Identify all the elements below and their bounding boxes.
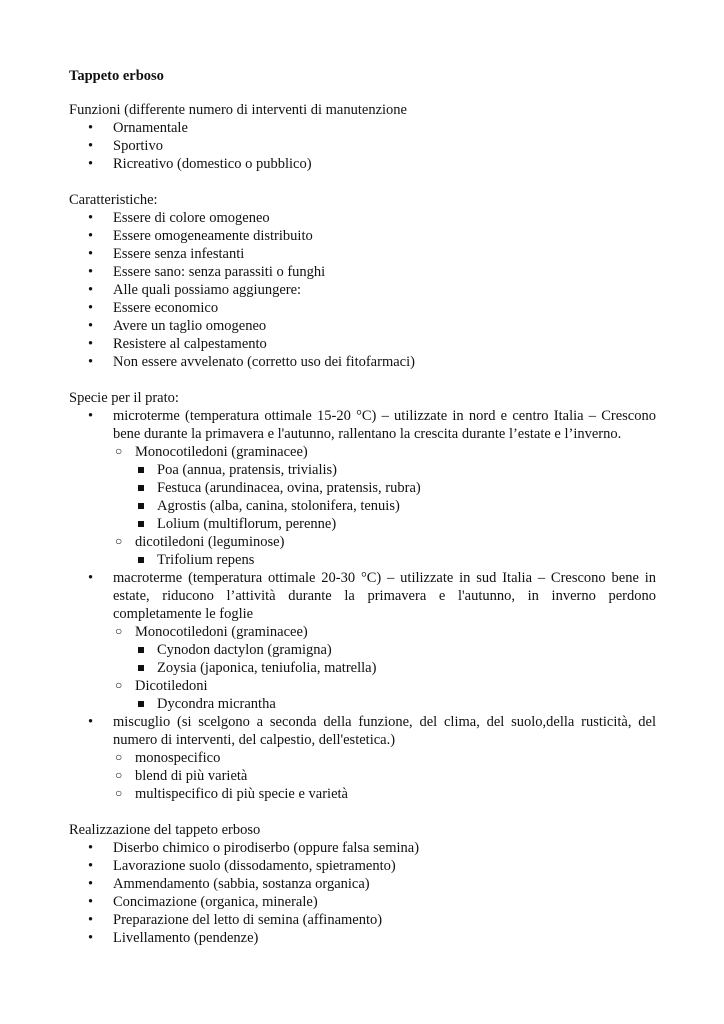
- section-heading: Specie per il prato:: [69, 390, 179, 406]
- list-item: • Concimazione (organica, minerale): [88, 894, 318, 910]
- section-realizzazione: [69, 821, 656, 947]
- square-bullet-icon: [138, 521, 144, 527]
- circle-bullet-icon: ○: [115, 534, 123, 548]
- section-heading: Funzioni (differente numero di interventi di manutenzione: [69, 102, 407, 118]
- list-item: • Preparazione del letto di semina (affinamento): [88, 912, 383, 928]
- sub-sub-list: [135, 461, 656, 533]
- document-title: Tappeto erboso: [69, 68, 164, 84]
- bullet-icon: •: [88, 138, 94, 154]
- list-item: • Ornamentale: [88, 120, 188, 136]
- square-bullet-icon: [138, 665, 144, 671]
- list-item: • Essere senza infestanti: [88, 246, 245, 262]
- bullet-list: [69, 839, 656, 947]
- sub-sub-list-item: Trifolium repens: [135, 551, 656, 569]
- sub-list: [113, 749, 656, 803]
- bullet-icon: •: [88, 156, 94, 172]
- list-item: • Ricreativo (domestico o pubblico): [88, 156, 312, 172]
- list-item-microterme: [69, 407, 656, 569]
- bullet-icon: •: [88, 228, 94, 244]
- list-item: • Livellamento (pendenze): [88, 930, 259, 946]
- square-bullet-icon: [138, 503, 144, 509]
- section-specie: [69, 389, 656, 803]
- bullet-icon: •: [88, 264, 94, 280]
- list-item: • Non essere avvelenato (corretto uso dei fitofarmaci): [88, 354, 415, 370]
- bullet-icon: •: [88, 912, 94, 928]
- list-item: • Essere economico: [88, 300, 219, 316]
- bullet-icon: •: [88, 570, 94, 586]
- list-item: • Sportivo: [88, 138, 163, 154]
- circle-bullet-icon: ○: [115, 786, 123, 800]
- bullet-icon: •: [88, 282, 94, 298]
- circle-bullet-icon: ○: [115, 768, 123, 782]
- bullet-list: [69, 209, 656, 371]
- bullet-icon: •: [88, 318, 94, 334]
- bullet-icon: •: [88, 840, 94, 856]
- circle-bullet-icon: ○: [115, 444, 123, 458]
- sub-list-item: ○ multispecifico di più specie e varietà: [115, 786, 348, 802]
- sub-sub-list-item: Dycondra micrantha: [135, 695, 656, 713]
- circle-bullet-icon: ○: [115, 750, 123, 764]
- sub-list-item: ○ monospecifico: [115, 750, 221, 766]
- circle-bullet-icon: ○: [115, 624, 123, 638]
- bullet-icon: •: [88, 930, 94, 946]
- list-item: • Essere omogeneamente distribuito: [88, 228, 313, 244]
- list-item-macroterme: [69, 569, 656, 713]
- bullet-icon: •: [88, 120, 94, 136]
- sub-sub-list-item: Lolium (multiflorum, perenne): [135, 515, 656, 533]
- sub-list-item: ○ dicotiledoni (leguminose) Trifolium repens: [113, 533, 656, 569]
- list-item: • Alle quali possiamo aggiungere:: [88, 282, 302, 298]
- bullet-icon: •: [88, 876, 94, 892]
- section-heading: Realizzazione del tappeto erboso: [69, 822, 261, 838]
- list-item-text: microterme (temperatura ottimale 15-20 °C) – utilizzate in nord e centro Italia – Crescono bene durante la primavera e l'autunno, rallentano la crescita durante l’estate e l’inverno.: [113, 408, 656, 442]
- sub-list: [113, 443, 656, 569]
- list-item-text: macroterme (temperatura ottimale 20-30 °C) – utilizzate in sud Italia – Crescono bene in estate, riducono l’attività durante la primavera e l'autunno, in inverno perdono completamente le foglie: [113, 570, 656, 622]
- list-item: • Diserbo chimico o pirodiserbo (oppure falsa semina): [88, 840, 420, 856]
- bullet-icon: •: [88, 246, 94, 262]
- section-caratteristiche: [69, 191, 656, 371]
- square-bullet-icon: [138, 701, 144, 707]
- list-item: • Essere di colore omogeneo: [88, 210, 270, 226]
- square-bullet-icon: [138, 647, 144, 653]
- sub-list: [113, 623, 656, 713]
- bullet-icon: •: [88, 858, 94, 874]
- sub-sub-list: [135, 551, 656, 569]
- bullet-list: [69, 407, 656, 803]
- sub-sub-list-item: Cynodon dactylon (gramigna): [135, 641, 656, 659]
- list-item: • Essere sano: senza parassiti o funghi: [88, 264, 326, 280]
- square-bullet-icon: [138, 557, 144, 563]
- sub-sub-list-item: Zoysia (japonica, teniufolia, matrella): [135, 659, 656, 677]
- bullet-icon: •: [88, 408, 94, 424]
- sub-list-item: ○ blend di più varietà: [115, 768, 248, 784]
- sub-sub-list-item: Poa (annua, pratensis, trivialis): [135, 461, 656, 479]
- sub-list-item: ○ Monocotiledoni (graminacee) Cynodon dactylon (gramigna) Zoysia (japonica, teniufolia, matrella): [113, 623, 656, 677]
- sub-sub-list: [135, 641, 656, 677]
- circle-bullet-icon: ○: [115, 678, 123, 692]
- bullet-icon: •: [88, 714, 94, 730]
- sub-sub-list: [135, 695, 656, 713]
- square-bullet-icon: [138, 485, 144, 491]
- list-item: • Ammendamento (sabbia, sostanza organica): [88, 876, 370, 892]
- sub-sub-list-item: Agrostis (alba, canina, stolonifera, tenuis): [135, 497, 656, 515]
- bullet-icon: •: [88, 300, 94, 316]
- list-item: • Lavorazione suolo (dissodamento, spietramento): [88, 858, 396, 874]
- bullet-list: [69, 119, 656, 173]
- bullet-icon: •: [88, 210, 94, 226]
- bullet-icon: •: [88, 894, 94, 910]
- bullet-icon: •: [88, 336, 94, 352]
- section-heading: Caratteristiche:: [69, 192, 158, 208]
- list-item: • Resistere al calpestamento: [88, 336, 267, 352]
- bullet-icon: •: [88, 354, 94, 370]
- list-item-miscuglio: [69, 713, 656, 803]
- sub-list-item: ○ Dicotiledoni Dycondra micrantha: [113, 677, 656, 713]
- list-item: • Avere un taglio omogeneo: [88, 318, 267, 334]
- sub-sub-list-item: Festuca (arundinacea, ovina, pratensis, rubra): [135, 479, 656, 497]
- list-item-text: miscuglio (si scelgono a seconda della funzione, del clima, del suolo,della rusticità, del numero di interventi, del calpestio, dell'estetica.): [113, 714, 656, 748]
- sub-list-item: ○ Monocotiledoni (graminacee) Poa (annua, pratensis, trivialis) Festuca (arundinacea, ovina, pratensis, rubra) Agrostis (alba, canina, stolonifera, tenuis) Lolium (multiflorum, perenne): [113, 443, 656, 533]
- section-funzioni: [69, 101, 656, 173]
- square-bullet-icon: [138, 467, 144, 473]
